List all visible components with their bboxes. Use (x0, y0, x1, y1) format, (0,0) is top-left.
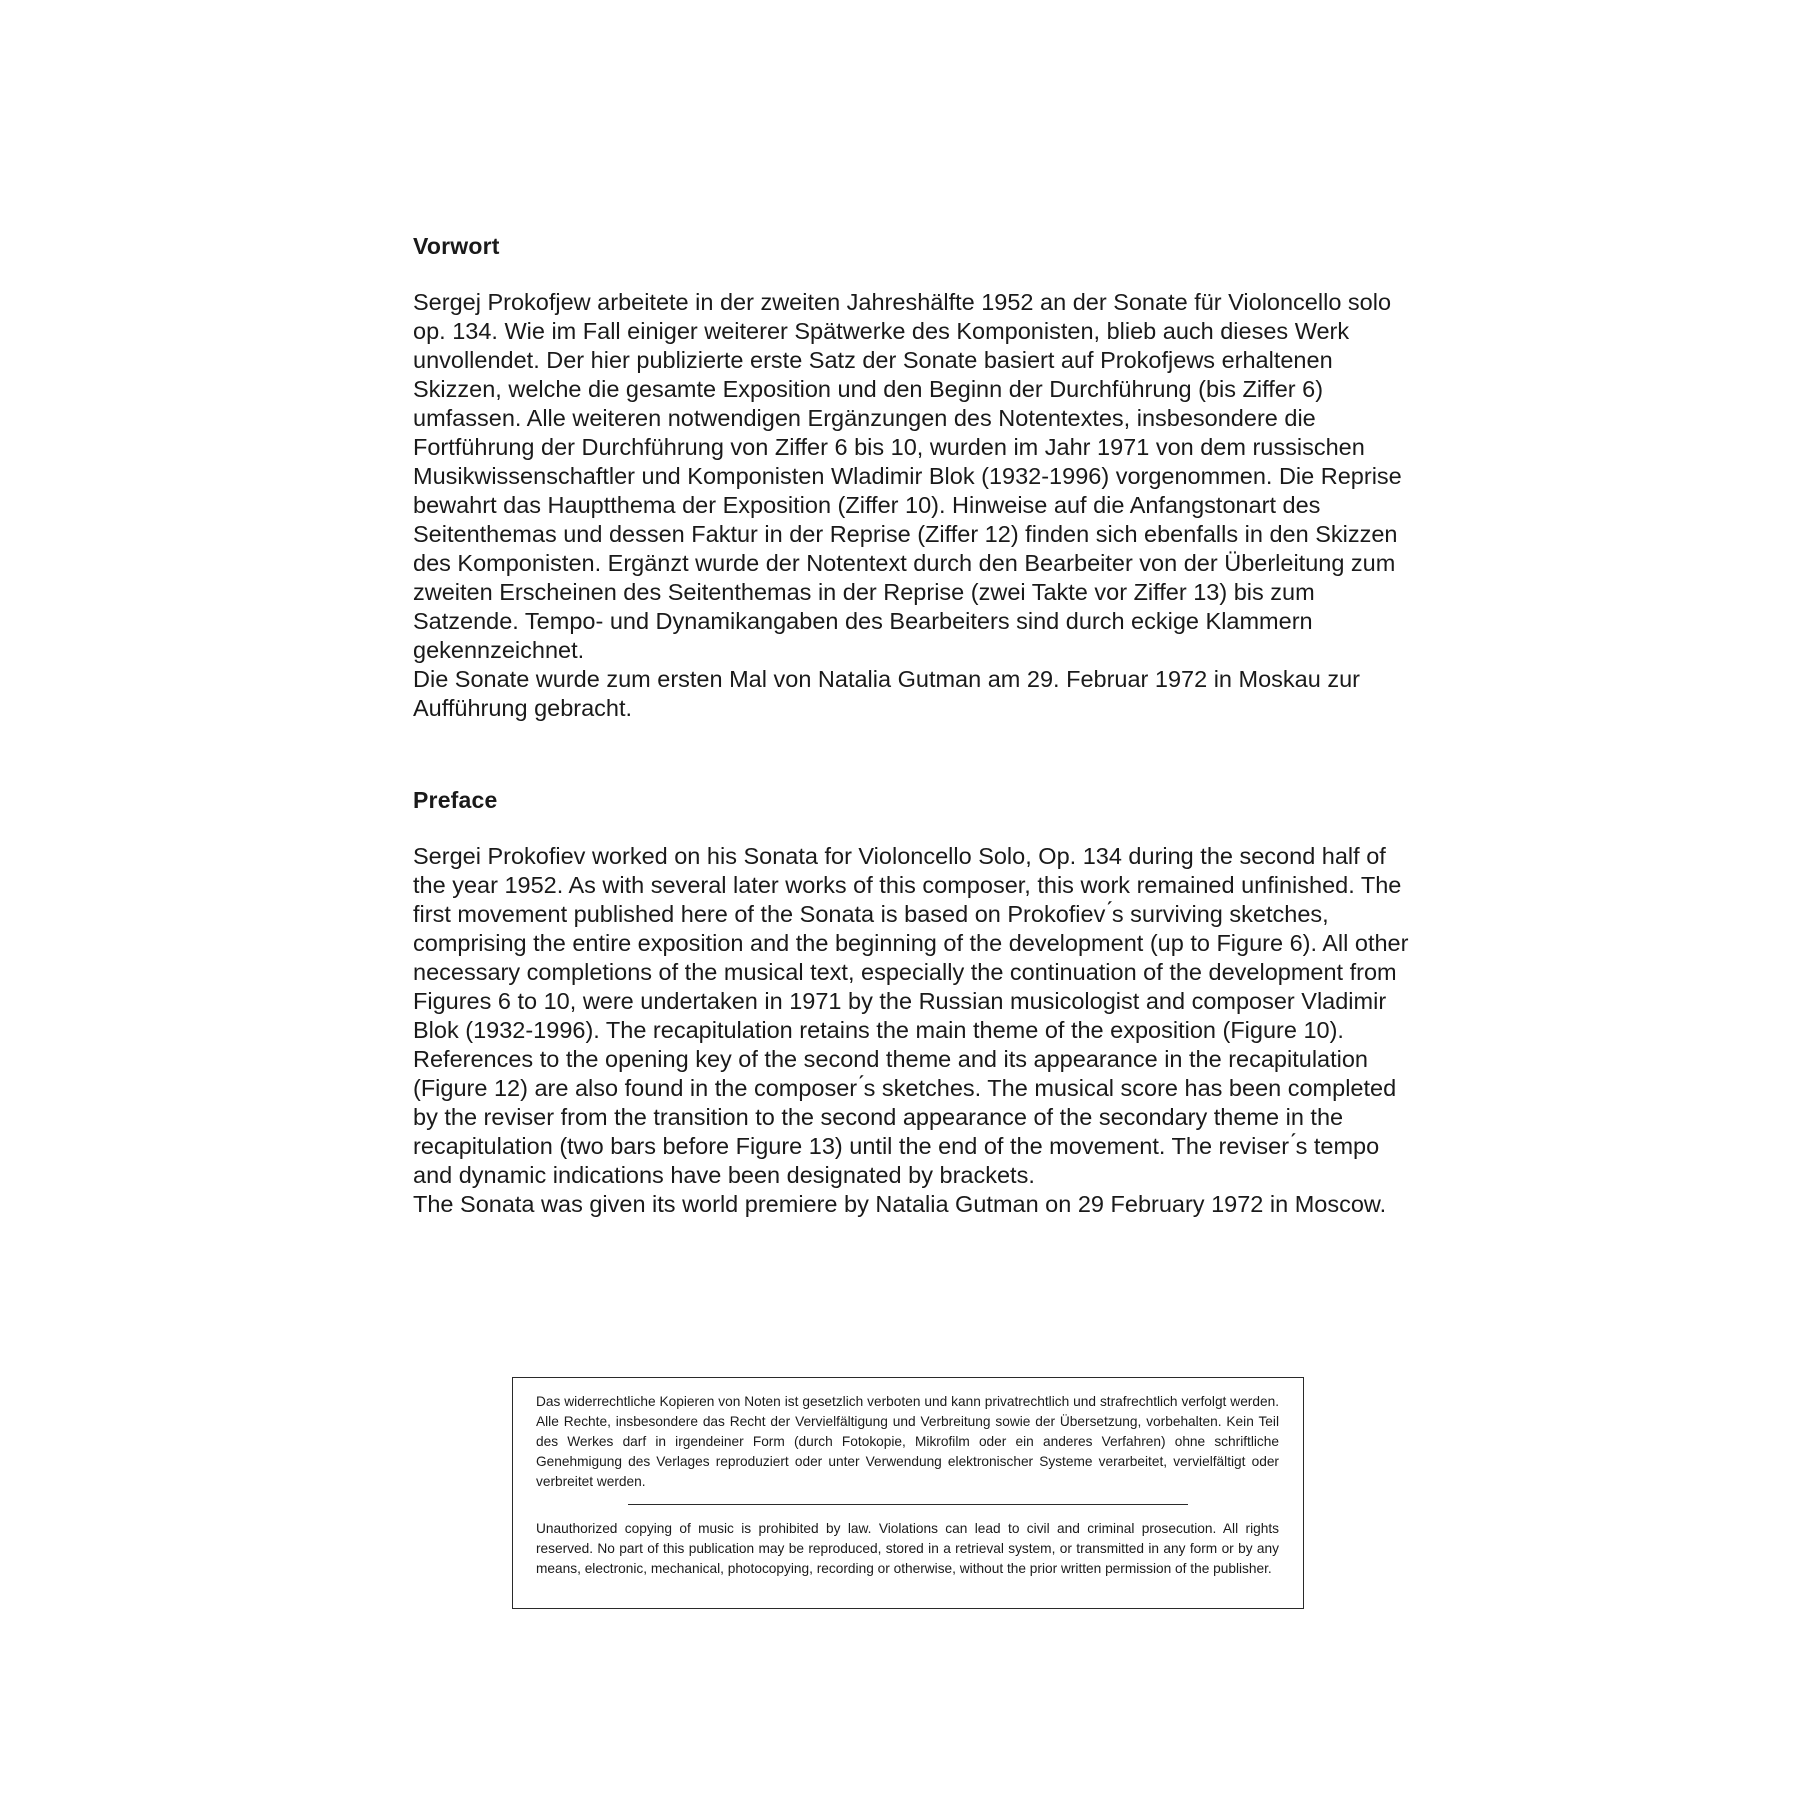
preface-paragraph: The Sonata was given its world premiere by Natalia Gutman on 29 February 1972 in Moscow. (413, 1191, 1387, 1217)
copyright-notice-box (512, 1377, 1304, 1609)
vorwort-paragraph: Sergej Prokofjew arbeitete in der zweiten Jahreshälfte 1952 an der Sonate für Violoncello solo op. 134. Wie im Fall einiger weiterer Spätwerke des Komponisten, blieb auch dieses Werk unvollendet. Der hier publizierte erste Satz der Sonate basiert auf Prokofjews erhaltenen Skizzen, welche die gesamte Exposition und den Beginn der Durchführung (bis Ziffer 6) umfassen. Alle weiteren notwendigen Ergänzungen des Notentextes, insbesondere die Fortführung der Durchführung von Ziffer 6 bis 10, wurden im Jahr 1971 von dem russischen Musikwissenschaftler und Komponisten Wladimir Blok (1932-1996) vorgenommen. Die Reprise bewahrt das Hauptthema der Exposition (Ziffer 10). Hinweise auf die Anfangstonart des Seitenthemas und dessen Faktur in der Reprise (Ziffer 12) finden sich ebenfalls in den Skizzen des Komponisten. Ergänzt wurde der Notentext durch den Bearbeiter von der Überleitung zum zweiten Erscheinen des Seitenthemas in der Reprise (zwei Takte vor Ziffer 13) bis zum Satzende. Tempo- und Dynamikangaben des Bearbeiters sind durch eckige Klammern gekennzeichnet. (413, 289, 1402, 663)
vorwort-body (413, 288, 1413, 723)
preface-heading: Preface (413, 787, 498, 813)
notice-divider (628, 1504, 1188, 1505)
preface-body (413, 842, 1413, 1219)
copyright-notice-english: Unauthorized copying of music is prohibited by law. Violations can lead to civil and criminal prosecution. All rights reserved. No part of this publication may be reproduced, stored in a retrieval system, or transmitted in any form or by any means, electronic, mechanical, photocopying, recording or otherwise, without the prior written permission of the publisher. (536, 1521, 1279, 1576)
copyright-notice-german: Das widerrechtliche Kopieren von Noten ist gesetzlich verboten und kann privatrechtlich und strafrechtlich verfolgt werden. Alle Rechte, insbesondere das Recht der Vervielfältigung und Verbreitung sowie der Übersetzung, vorbehalten. Kein Teil des Werkes darf in irgendeiner Form (durch Fotokopie, Mikrofilm oder ein anderes Verfahren) ohne schriftliche Genehmigung des Verlages reproduziert oder unter Verwendung elektronischer Systeme verarbeitet, vervielfältigt oder verbreitet werden. (536, 1394, 1279, 1489)
preface-paragraph: Sergei Prokofiev worked on his Sonata for Violoncello Solo, Op. 134 during the second half of the year 1952. As with several later works of this composer, this work remained unfinished. The first movement published here of the Sonata is based on Prokofiev ́s surviving sketches, comprising the entire exposition and the beginning of the development (up to Figure 6). All other necessary completions of the musical text, especially the continuation of the development from Figures 6 to 10, were undertaken in 1971 by the Russian musicologist and composer Vladimir Blok (1932-1996). The recapitulation retains the main theme of the exposition (Figure 10). References to the opening key of the second theme and its appearance in the recapitulation (Figure 12) are also found in the composer ́s sketches. The musical score has been completed by the reviser from the transition to the second appearance of the secondary theme in the recapitulation (two bars before Figure 13) until the end of the movement. The reviser ́s tempo and dynamic indications have been designated by brackets. (413, 843, 1409, 1188)
vorwort-heading: Vorwort (413, 233, 500, 259)
vorwort-paragraph: Die Sonate wurde zum ersten Mal von Natalia Gutman am 29. Februar 1972 in Moskau zur Aufführung gebracht. (413, 666, 1360, 721)
